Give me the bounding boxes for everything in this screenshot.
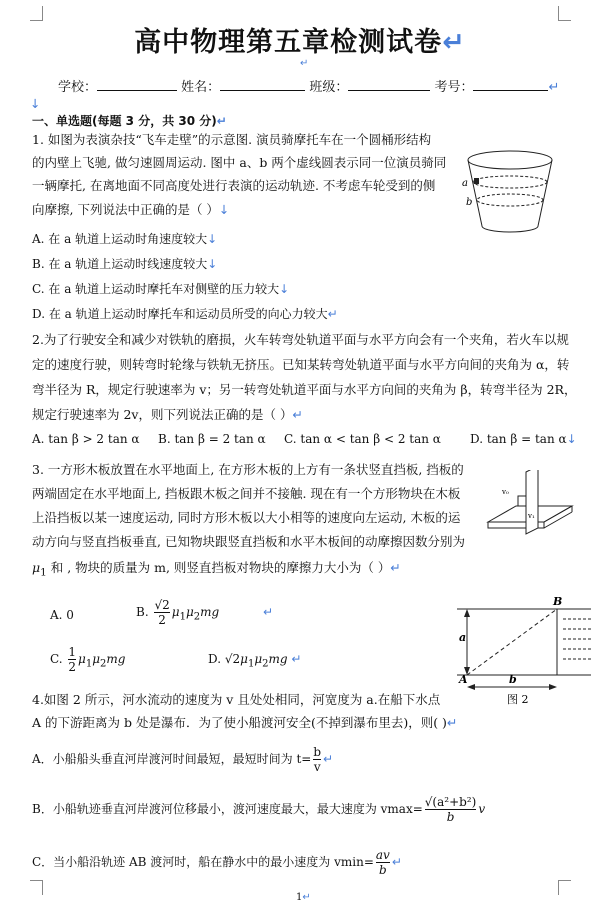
q3-line: 上沿挡板以某一速度运动, 同时方形木板以大小相等的速度向左运动, 木板的运: [32, 510, 461, 525]
q4-option-a: A．小船船头垂直河岸渡河时间最短，最短时间为 t= $\frac{b}{v}$ ↵: [32, 745, 334, 774]
board-figure: [486, 470, 576, 540]
fig-label-b: b: [466, 197, 473, 208]
q2-line: 2.为了行驶安全和减少对铁轨的磨损，火车转弯处轨道平面与水平方向会有一个夹角，若火车以规: [32, 332, 569, 347]
q3-line: 两端固定在水平地面上, 挡板跟木板之间并不接触. 现在有一个方形物块在木板: [32, 486, 461, 501]
q2-line: 定的速度行驶，则转弯时轮缘与铁轨无挤压。已知某转弯处轨道平面与水平方向间的夹角为 α，转: [32, 357, 570, 372]
corner-mark: [30, 6, 43, 21]
fig-label-v0: v₀: [502, 488, 509, 496]
q4-option-c: C．当小船沿轨迹 AB 渡河时，船在静水中的最小速度为 vmin= $\frac{av}{b}$ ↵: [32, 848, 402, 877]
q3-line: 动方向与竖直挡板垂直, 已知物块跟竖直挡板和水平木板间的动摩擦因数分别为: [32, 534, 465, 549]
fig-caption: 图 2: [507, 693, 529, 706]
fig-label-a: a: [459, 631, 467, 644]
q1-option-a: A. 在 a 轨道上运动时角速度较大↓: [32, 232, 218, 246]
q1-option-d: D. 在 a 轨道上运动时摩托车和运动员所受的向心力较大↵: [32, 307, 338, 321]
fig-label-B: B: [553, 595, 563, 608]
corner-mark: [30, 880, 43, 895]
name-label: 姓名：: [181, 80, 221, 95]
q1-line: 向摩擦, 下列说法中正确的是（ ）↓: [32, 202, 230, 217]
q2-option-d: D. tan β = tan α↓: [470, 432, 577, 446]
page-title: 高中物理第五章检测试卷↵: [134, 27, 466, 58]
header-fields: 学校： 姓名： 班级： 考号： ↵: [58, 80, 560, 95]
school-label: 学校：: [58, 80, 98, 95]
fig-label-a: a: [462, 178, 468, 189]
q3-line: 3. 一方形木板放置在水平地面上, 在方形木板的上方有一条状竖直挡板, 挡板的: [32, 462, 464, 477]
q1-line: 1. 如图为表演杂技“飞车走壁”的示意图. 演员骑摩托车在一个圆桶形结构: [32, 132, 432, 147]
corner-mark: [558, 880, 571, 895]
exam-id-label: 考号：: [434, 80, 474, 95]
q3-option-a: A. 0: [50, 608, 74, 622]
section-heading: 一、单选题(每题 3 分，共 30 分)↵: [32, 114, 227, 128]
class-label: 班级：: [309, 80, 349, 95]
cylinder-figure: [460, 148, 560, 238]
river-figure: [455, 595, 595, 707]
fig-label-A: A: [459, 673, 468, 686]
corner-mark: [558, 6, 571, 21]
q4-line: 4.如图 2 所示，河水流动的速度为 v 且处处相同，河宽度为 a.在船下水点: [32, 692, 441, 707]
q1-line: 一辆摩托, 在离地面不同高度处进行表演的运动轨迹. 不考虑车轮受到的侧: [32, 178, 436, 193]
page-number: 1↵: [296, 892, 311, 903]
q2-line: 弯半径为 R，规定行驶速率为 v；另一转弯处轨道平面与水平方向间的夹角为 β，转弯半径为 2R，: [32, 382, 577, 397]
q4-line: A 的下游距离为 b 处是瀑布．为了使小船渡河安全(不掉到瀑布里去)，则( )↵: [32, 715, 458, 730]
q2-option-b: B. tan β = 2 tan α: [158, 432, 266, 446]
q2-line: 规定行驶速率为 2v，则下列说法正确的是（ ）↵: [32, 407, 303, 422]
q3-option-c: C. $\frac{1}{2}$ $\mu_1\mu_2mg$: [50, 645, 126, 674]
q2-option-c: C. tan α < tan β < 2 tan α: [284, 432, 441, 446]
q3-option-b: B. $\frac{√2}{2}$ $\mu_1\mu_2mg$ ↵: [136, 598, 274, 627]
q4-option-b: B．小船轨迹垂直河岸渡河位移最小，渡河速度最大，最大速度为 vmax= $\frac{\text{√(a²+b²)}}{b}$ v: [32, 795, 486, 824]
q1-line: 的内壁上飞驰, 做匀速圆周运动. 图中 a、b 两个虚线圆表示同一位演员骑同: [32, 155, 447, 170]
fig-label-v1: v₁: [528, 512, 535, 520]
q3-option-d: D. $√2\mu_1\mu_2mg$ ↵: [208, 652, 302, 670]
q3-line: $\mu_1$ 和 , 物块的质量为 m, 则竖直挡板对物块的摩擦力大小为（ ）↵: [32, 560, 401, 579]
q2-option-a: A. tan β > 2 tan α: [32, 432, 140, 446]
fig-label-b: b: [509, 673, 517, 686]
q1-option-b: B. 在 a 轨道上运动时线速度较大↓: [32, 257, 218, 271]
q1-option-c: C. 在 a 轨道上运动时摩托车对侧壁的压力较大↓: [32, 282, 290, 296]
